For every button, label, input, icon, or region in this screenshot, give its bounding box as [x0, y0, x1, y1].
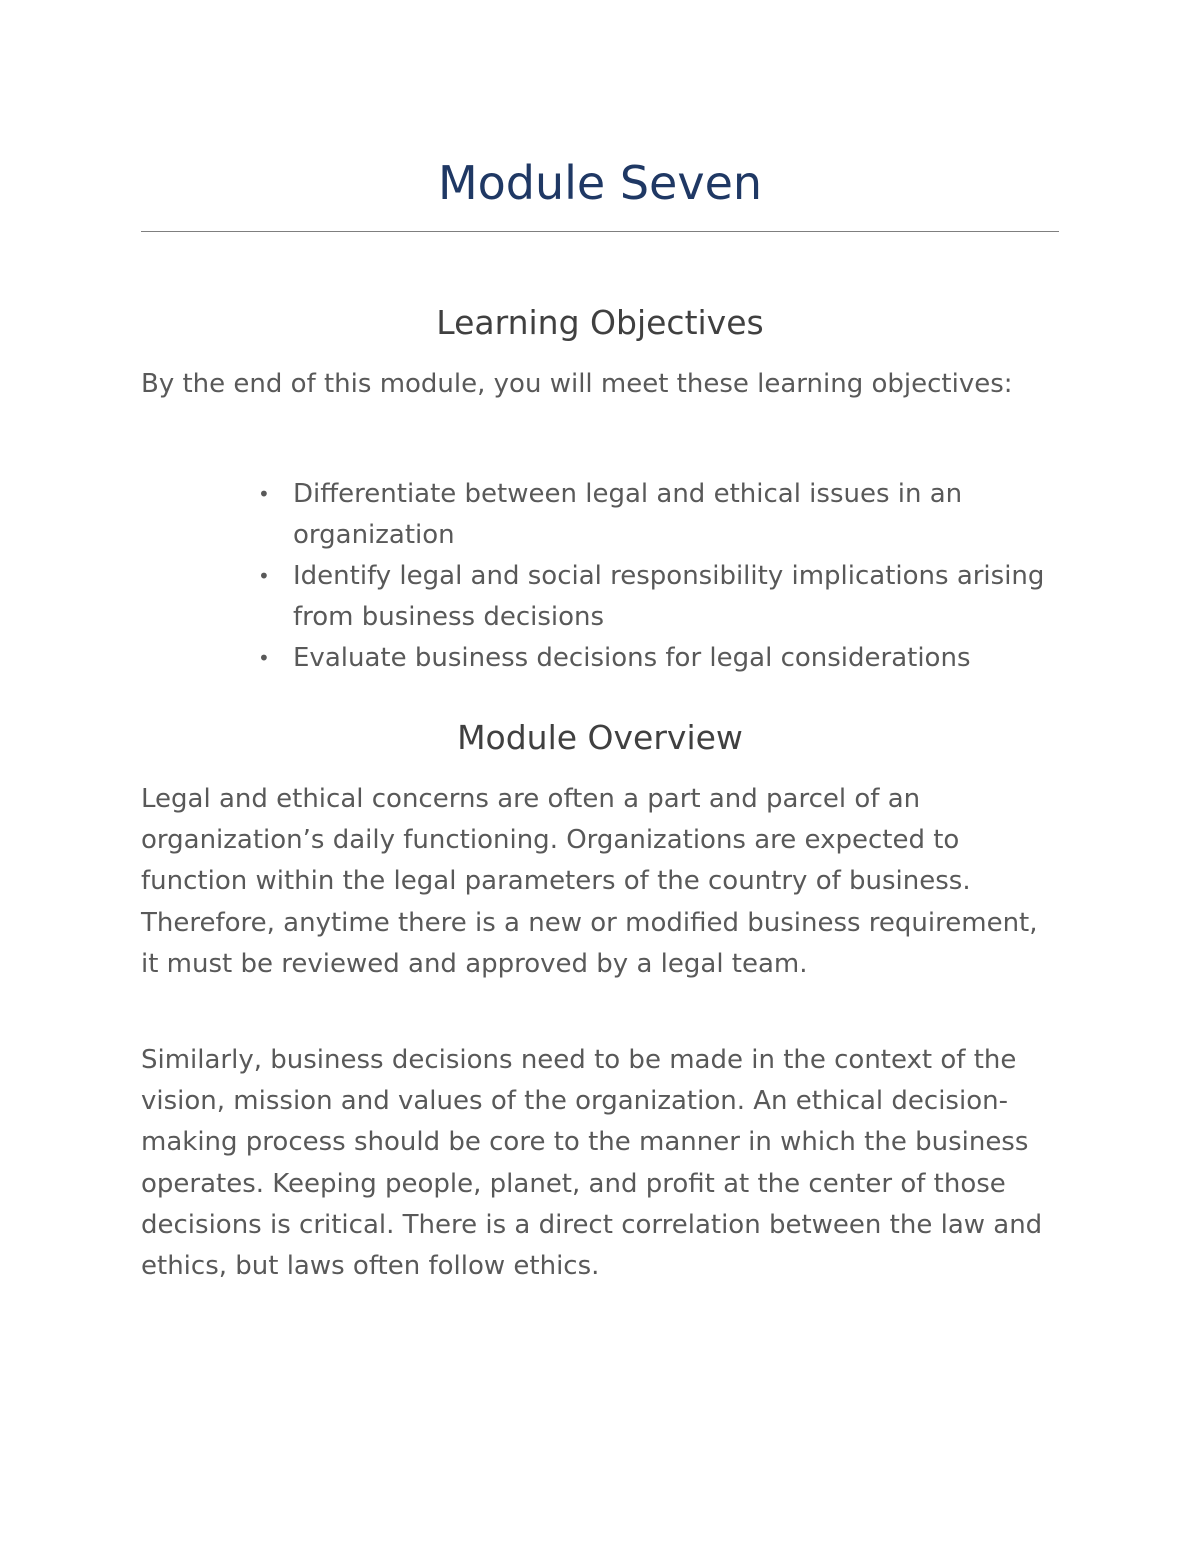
- objective-text: Evaluate business decisions for legal considerations: [293, 643, 971, 673]
- page-title: Module Seven: [437, 156, 763, 210]
- title-divider: [141, 231, 1059, 232]
- overview-paragraph-2: Similarly, business decisions need to be made in the context of the vision, mission and values of the organization. An ethical decision-making process should be core to the manner in which the business operates. Keeping people, planet, and profit at the center of those decisions is critical. There is a direct correlation between the law and ethics, but laws often follow ethics.: [141, 1045, 1043, 1282]
- list-item: [258, 474, 1059, 556]
- list-item: [258, 556, 1059, 638]
- bullet-icon: •: [258, 482, 270, 506]
- learning-objectives-intro: By the end of this module, you will meet these learning objectives:: [141, 369, 1013, 399]
- bullet-icon: •: [258, 646, 270, 670]
- objective-text: Differentiate between legal and ethical issues in an organization: [293, 479, 963, 550]
- objective-text: Identify legal and social responsibility implications arising from business decisions: [293, 561, 1045, 632]
- list-item: [258, 638, 1059, 679]
- bullet-icon: •: [258, 564, 270, 588]
- learning-objectives-heading: Learning Objectives: [436, 303, 764, 342]
- module-overview-heading: Module Overview: [457, 718, 743, 757]
- overview-paragraph-1: Legal and ethical concerns are often a part and parcel of an organization’s daily functioning. Organizations are expected to function within the legal parameters of the country of business. Therefore, anytime there is a new or modified business requirement, it must be reviewed and approved by a legal team.: [141, 784, 1038, 979]
- learning-objectives-list: [258, 474, 1059, 679]
